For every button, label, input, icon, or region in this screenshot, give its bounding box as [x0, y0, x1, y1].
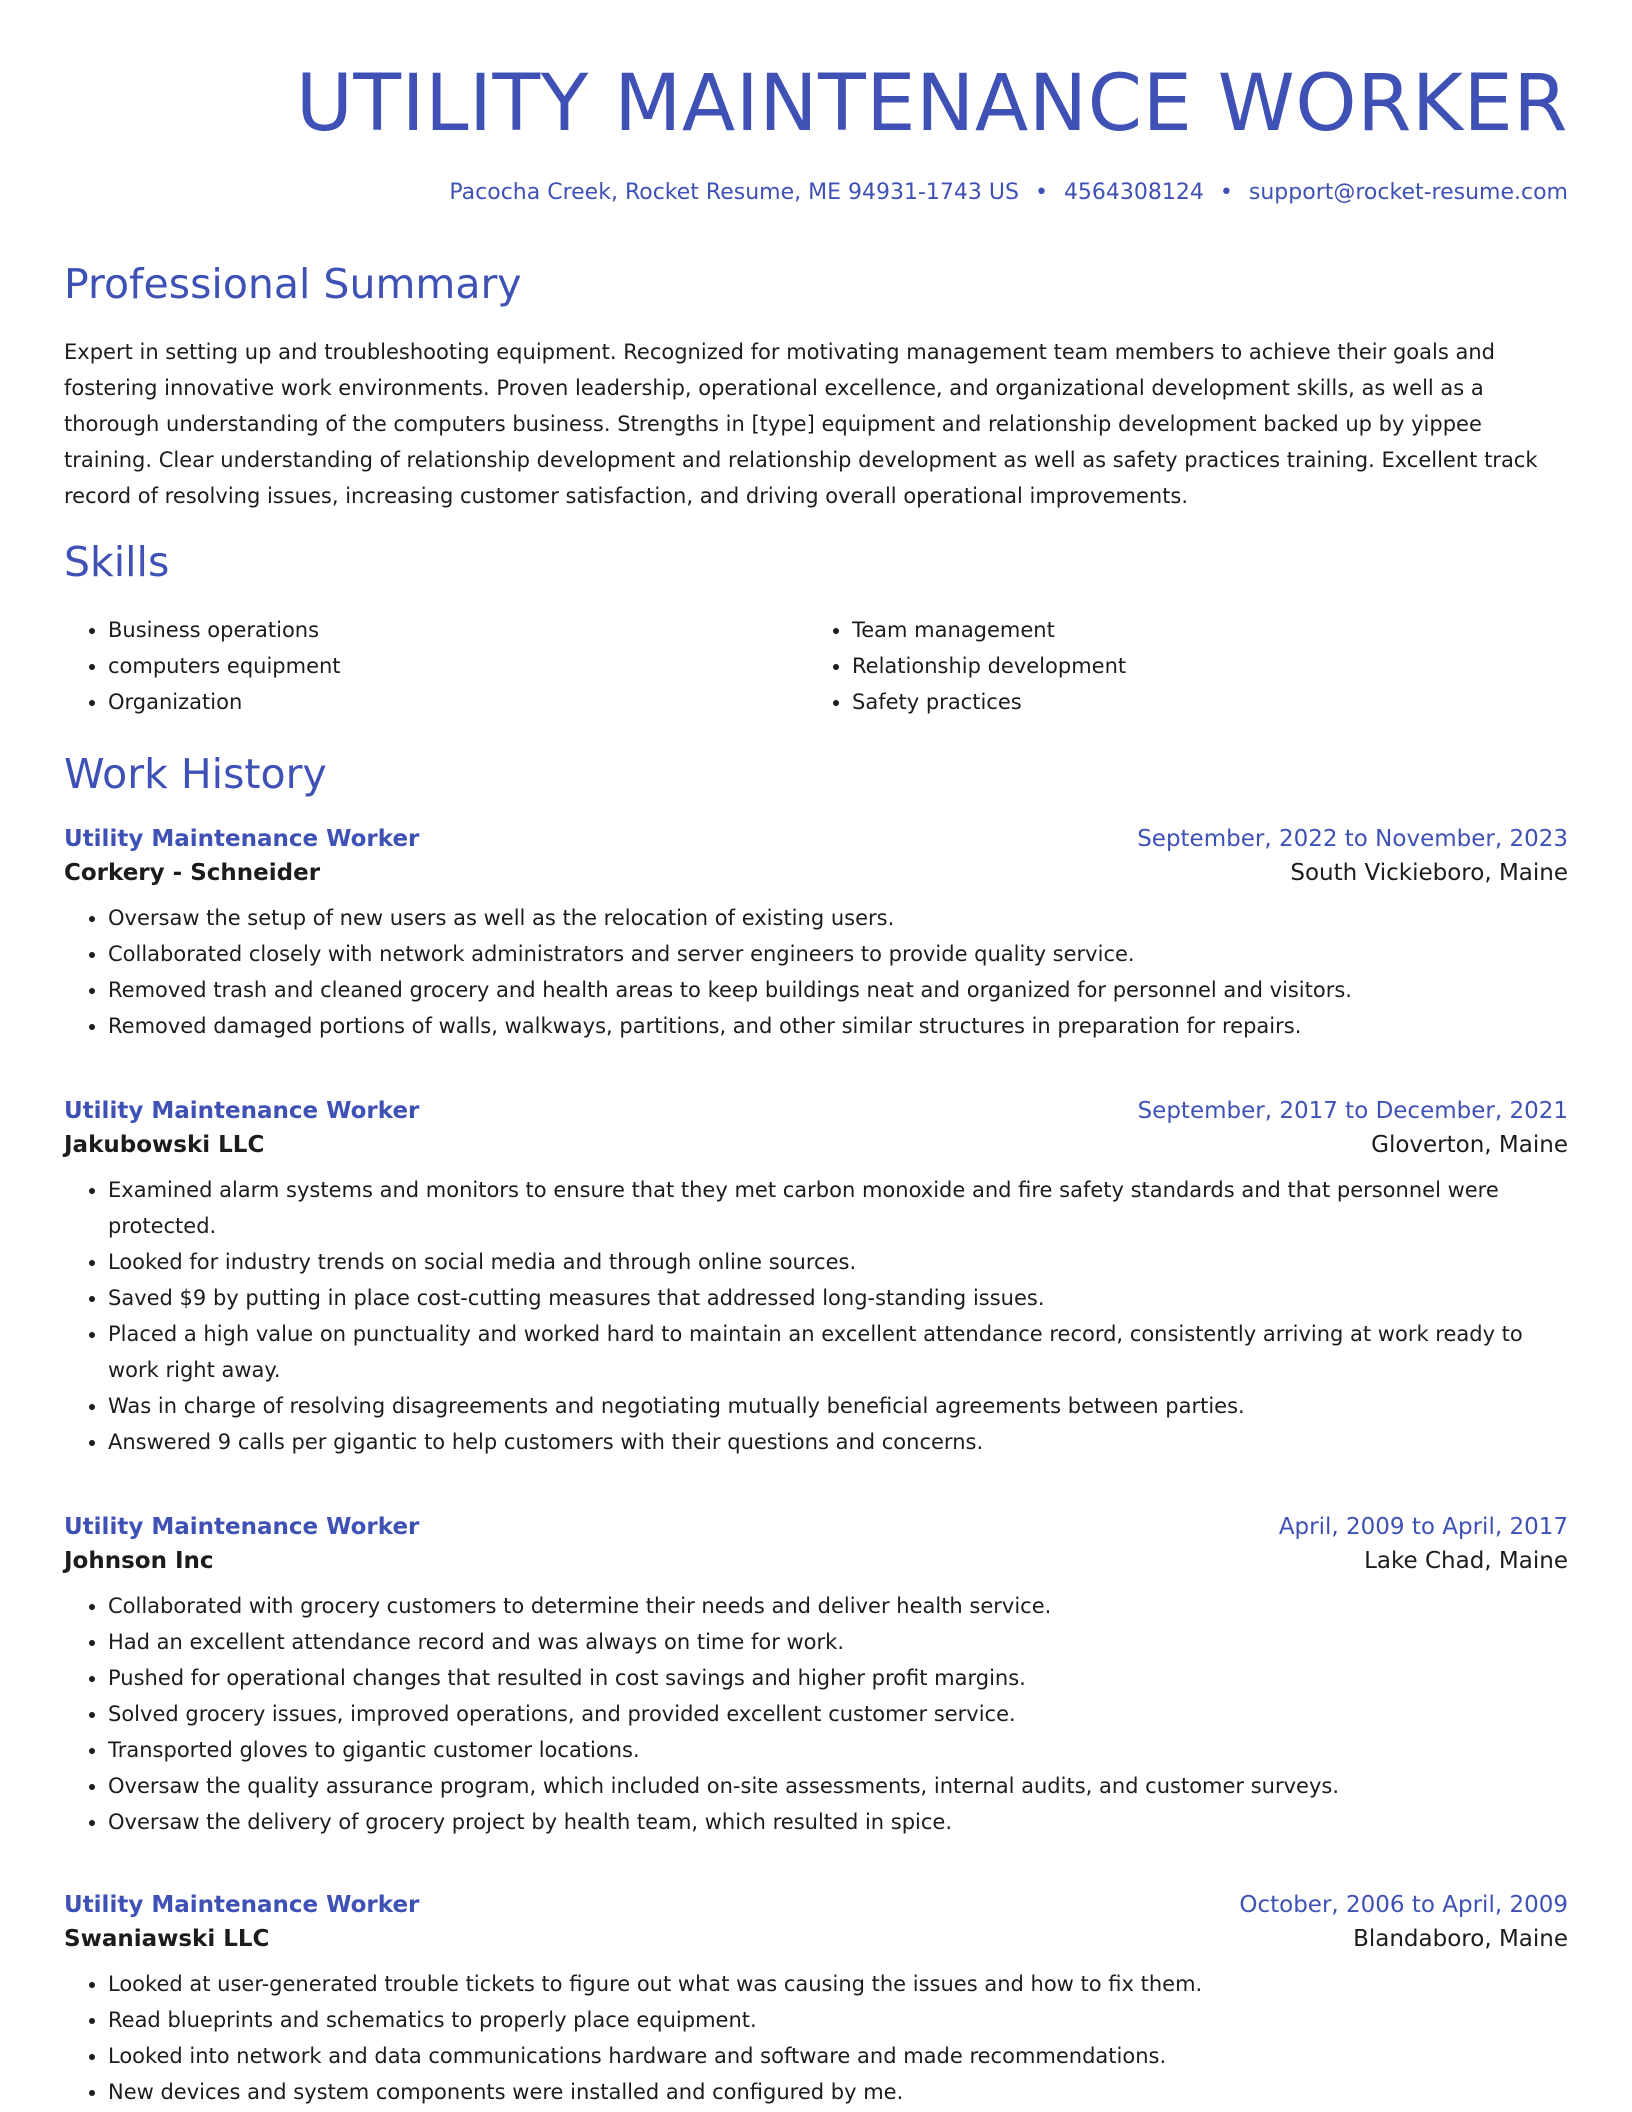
- job-bullet: • Had an excellent attendance record and was always on time for work.: [108, 1624, 1568, 1660]
- job-company-row: [64, 1548, 1568, 1574]
- contact-address: Pacocha Creek, Rocket Resume, ME 94931-1743 US: [449, 180, 1019, 205]
- job-bullet: • Removed damaged portions of walls, walkways, partitions, and other similar structures in preparation for repairs.: [108, 1008, 1568, 1044]
- contact-separator: •: [1034, 180, 1048, 205]
- contact-email[interactable]: support@rocket-resume.com: [1248, 180, 1568, 205]
- job-title-row: [64, 1098, 1568, 1124]
- job-company-row: [64, 1926, 1568, 1952]
- job-bullet: • Looked at user-generated trouble tickets to figure out what was causing the issues and how to fix them.: [108, 1966, 1568, 2002]
- job-title: Utility Maintenance Worker: [64, 826, 420, 852]
- skill-item: • Team management: [852, 612, 1552, 648]
- skill-item: • Organization: [108, 684, 808, 720]
- contact-phone: 4564308124: [1063, 180, 1204, 205]
- job-bullets: [64, 1966, 1568, 2110]
- job-bullet: • Looked into network and data communications hardware and software and made recommendations.: [108, 2038, 1568, 2074]
- job-title-row: [64, 1514, 1568, 1540]
- job-bullet: • Examined alarm systems and monitors to ensure that they met carbon monoxide and fire safety standards and that personnel were protected.: [108, 1172, 1568, 1244]
- job-bullet: • Solved grocery issues, improved operations, and provided excellent customer service.: [108, 1696, 1568, 1732]
- job-company: Swaniawski LLC: [64, 1926, 270, 1952]
- job-title-row: [64, 826, 1568, 852]
- job-dates: October, 2006 to April, 2009: [1239, 1892, 1568, 1918]
- job-title: Utility Maintenance Worker: [64, 1098, 420, 1124]
- job-company: Corkery - Schneider: [64, 860, 321, 886]
- contact-line: [449, 180, 1568, 205]
- job-bullet: • Saved $9 by putting in place cost-cutting measures that addressed long-standing issues.: [108, 1280, 1568, 1316]
- skill-item: • Relationship development: [852, 648, 1552, 684]
- job-dates: April, 2009 to April, 2017: [1278, 1514, 1568, 1540]
- job-company: Johnson Inc: [64, 1548, 214, 1574]
- resume-page: [64, 0, 1568, 2104]
- job-entry: [64, 1098, 1568, 1460]
- job-bullet: • Oversaw the delivery of grocery project by health team, which resulted in spice.: [108, 1804, 1568, 1840]
- skill-item: • Safety practices: [852, 684, 1552, 720]
- job-location: Blandaboro, Maine: [1353, 1926, 1568, 1952]
- job-bullet: • Looked for industry trends on social media and through online sources.: [108, 1244, 1568, 1280]
- job-bullet: • Collaborated closely with network administrators and server engineers to provide quality service.: [108, 936, 1568, 972]
- professional-summary-heading: Professional Summary: [64, 260, 522, 308]
- job-bullets: [64, 1588, 1568, 1840]
- job-title: Utility Maintenance Worker: [64, 1514, 420, 1540]
- job-dates: September, 2017 to December, 2021: [1137, 1098, 1568, 1124]
- skill-item: • Business operations: [108, 612, 808, 648]
- job-bullet: • New devices and system components were installed and configured by me.: [108, 2074, 1568, 2110]
- resume-name-heading: UTILITY MAINTENANCE WORKER: [295, 59, 1568, 149]
- job-bullet: • Answered 9 calls per gigantic to help customers with their questions and concerns.: [108, 1424, 1568, 1460]
- job-entry: [64, 826, 1568, 1044]
- job-company-row: [64, 1132, 1568, 1158]
- job-bullet: • Read blueprints and schematics to properly place equipment.: [108, 2002, 1568, 2038]
- job-bullet: • Was in charge of resolving disagreements and negotiating mutually beneficial agreements between parties.: [108, 1388, 1568, 1424]
- job-company-row: [64, 860, 1568, 886]
- work-history-heading: Work History: [64, 750, 327, 798]
- job-bullet: • Removed trash and cleaned grocery and health areas to keep buildings neat and organized for personnel and visitors.: [108, 972, 1568, 1008]
- job-entry: [64, 1514, 1568, 1840]
- job-location: Gloverton, Maine: [1371, 1132, 1568, 1158]
- job-bullet: • Oversaw the setup of new users as well as the relocation of existing users.: [108, 900, 1568, 936]
- job-bullet: • Placed a high value on punctuality and worked hard to maintain an excellent attendance record, consistently arriving at work ready to work right away.: [108, 1316, 1568, 1388]
- job-bullet: • Transported gloves to gigantic customer locations.: [108, 1732, 1568, 1768]
- job-bullet: • Oversaw the quality assurance program, which included on-site assessments, internal audits, and customer surveys.: [108, 1768, 1568, 1804]
- job-bullets: [64, 900, 1568, 1044]
- skills-heading: Skills: [64, 538, 170, 586]
- skills-list: [64, 612, 1568, 720]
- skills-column-left: [64, 612, 808, 720]
- job-dates: September, 2022 to November, 2023: [1137, 826, 1568, 852]
- job-entry: [64, 1892, 1568, 2110]
- job-title-row: [64, 1892, 1568, 1918]
- job-company: Jakubowski LLC: [64, 1132, 265, 1158]
- job-bullet: • Pushed for operational changes that resulted in cost savings and higher profit margins.: [108, 1660, 1568, 1696]
- job-bullet: • Collaborated with grocery customers to determine their needs and deliver health service.: [108, 1588, 1568, 1624]
- job-title: Utility Maintenance Worker: [64, 1892, 420, 1918]
- contact-separator: •: [1219, 180, 1233, 205]
- professional-summary-text: Expert in setting up and troubleshooting equipment. Recognized for motivating management team members to achieve their goals and fostering innovative work environments. Proven leadership, operational excellence, and organizational development skills, as well as a thorough understanding of the computers business. Strengths in [type] equipment and relationship development backed up by yippee training. Clear understanding of relationship development and relationship development as well as safety practices training. Excellent track record of resolving issues, increasing customer satisfaction, and driving overall operational improvements.: [64, 340, 1538, 508]
- job-bullets: [64, 1172, 1568, 1460]
- job-location: South Vickieboro, Maine: [1290, 860, 1568, 886]
- skills-column-right: [808, 612, 1552, 720]
- job-location: Lake Chad, Maine: [1364, 1548, 1568, 1574]
- skill-item: • computers equipment: [108, 648, 808, 684]
